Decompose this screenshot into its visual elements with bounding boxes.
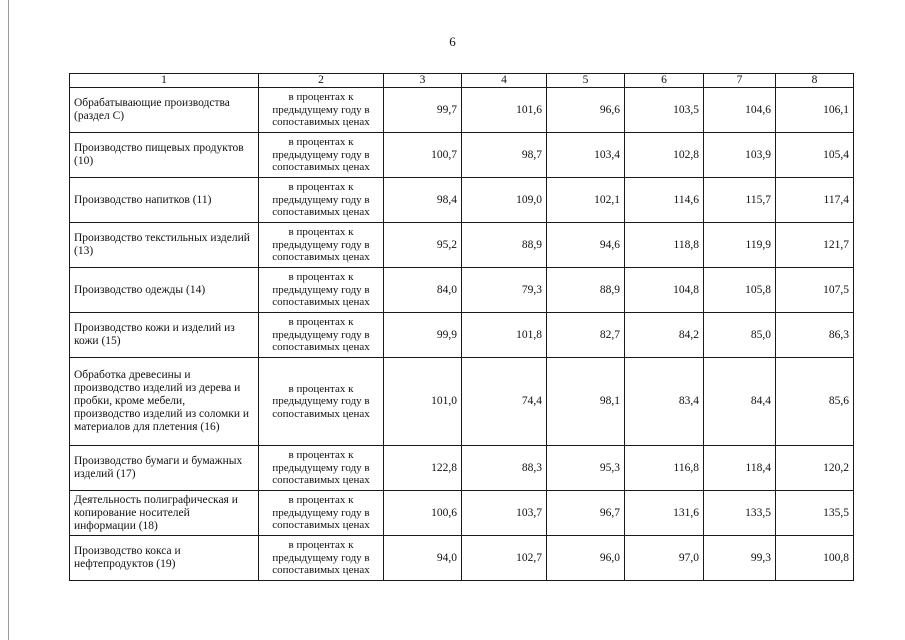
value-cell: 104,6 [704,88,776,133]
value-cell: 98,4 [384,178,462,223]
value-cell: 100,8 [776,536,854,581]
value-cell: 135,5 [776,491,854,536]
table-header-row [70,74,854,88]
table-row [70,268,854,313]
value-cell: 98,1 [547,358,625,446]
value-cell: 102,7 [462,536,547,581]
value-cell: 118,8 [625,223,704,268]
unit-cell: в процентах к предыдущему году в сопоставимых ценах [259,536,384,581]
value-cell: 114,6 [625,178,704,223]
unit-cell: в процентах к предыдущему году в сопоставимых ценах [259,358,384,446]
value-cell: 102,1 [547,178,625,223]
value-cell: 104,8 [625,268,704,313]
table-row [70,491,854,536]
value-cell: 102,8 [625,133,704,178]
value-cell: 95,2 [384,223,462,268]
industry-name-cell: Обработка древесины и производство изделий из дерева и пробки, кроме мебели, производство изделий из соломки и материалов для плетения (16) [70,358,259,446]
value-cell: 96,7 [547,491,625,536]
value-cell: 88,9 [462,223,547,268]
column-header: 7 [704,74,776,88]
value-cell: 101,0 [384,358,462,446]
industry-name-cell: Производство одежды (14) [70,268,259,313]
value-cell: 117,4 [776,178,854,223]
unit-cell: в процентах к предыдущему году в сопоставимых ценах [259,446,384,491]
value-cell: 101,6 [462,88,547,133]
table-row [70,358,854,446]
value-cell: 131,6 [625,491,704,536]
column-header: 1 [70,74,259,88]
value-cell: 88,3 [462,446,547,491]
value-cell: 96,6 [547,88,625,133]
value-cell: 122,8 [384,446,462,491]
value-cell: 105,4 [776,133,854,178]
value-cell: 133,5 [704,491,776,536]
industry-name-cell: Производство текстильных изделий (13) [70,223,259,268]
value-cell: 120,2 [776,446,854,491]
value-cell: 121,7 [776,223,854,268]
column-header: 5 [547,74,625,88]
table-row [70,178,854,223]
industry-name-cell: Производство кожи и изделий из кожи (15) [70,313,259,358]
column-header: 3 [384,74,462,88]
value-cell: 101,8 [462,313,547,358]
value-cell: 100,7 [384,133,462,178]
column-header: 6 [625,74,704,88]
unit-cell: в процентах к предыдущему году в сопоставимых ценах [259,491,384,536]
value-cell: 107,5 [776,268,854,313]
value-cell: 88,9 [547,268,625,313]
column-header: 2 [259,74,384,88]
value-cell: 79,3 [462,268,547,313]
value-cell: 109,0 [462,178,547,223]
unit-cell: в процентах к предыдущему году в сопоставимых ценах [259,133,384,178]
value-cell: 105,8 [704,268,776,313]
unit-cell: в процентах к предыдущему году в сопоставимых ценах [259,178,384,223]
unit-cell: в процентах к предыдущему году в сопоставимых ценах [259,268,384,313]
industry-name-cell: Деятельность полиграфическая и копирование носителей информации (18) [70,491,259,536]
value-cell: 86,3 [776,313,854,358]
table-row [70,313,854,358]
industry-name-cell: Производство кокса и нефтепродуктов (19) [70,536,259,581]
industry-name-cell: Производство пищевых продуктов (10) [70,133,259,178]
column-header: 8 [776,74,854,88]
value-cell: 94,0 [384,536,462,581]
table-row [70,536,854,581]
industry-name-cell: Производство напитков (11) [70,178,259,223]
industry-name-cell: Обрабатывающие производства (раздел С) [70,88,259,133]
table-row [70,88,854,133]
value-cell: 99,9 [384,313,462,358]
column-header: 4 [462,74,547,88]
value-cell: 99,3 [704,536,776,581]
value-cell: 99,7 [384,88,462,133]
value-cell: 85,0 [704,313,776,358]
value-cell: 95,3 [547,446,625,491]
value-cell: 84,0 [384,268,462,313]
value-cell: 116,8 [625,446,704,491]
value-cell: 74,4 [462,358,547,446]
unit-cell: в процентах к предыдущему году в сопоставимых ценах [259,223,384,268]
value-cell: 98,7 [462,133,547,178]
page-left-border [8,0,9,640]
value-cell: 96,0 [547,536,625,581]
page-number: 6 [449,34,456,49]
table-row [70,446,854,491]
value-cell: 115,7 [704,178,776,223]
value-cell: 94,6 [547,223,625,268]
value-cell: 118,4 [704,446,776,491]
value-cell: 85,6 [776,358,854,446]
unit-cell: в процентах к предыдущему году в сопоставимых ценах [259,88,384,133]
value-cell: 103,7 [462,491,547,536]
value-cell: 83,4 [625,358,704,446]
value-cell: 106,1 [776,88,854,133]
table-row [70,223,854,268]
value-cell: 84,4 [704,358,776,446]
indices-table [69,73,854,581]
value-cell: 103,5 [625,88,704,133]
unit-cell: в процентах к предыдущему году в сопоставимых ценах [259,313,384,358]
value-cell: 119,9 [704,223,776,268]
value-cell: 82,7 [547,313,625,358]
industry-name-cell: Производство бумаги и бумажных изделий (17) [70,446,259,491]
value-cell: 103,4 [547,133,625,178]
value-cell: 100,6 [384,491,462,536]
value-cell: 97,0 [625,536,704,581]
table-row [70,133,854,178]
value-cell: 103,9 [704,133,776,178]
value-cell: 84,2 [625,313,704,358]
